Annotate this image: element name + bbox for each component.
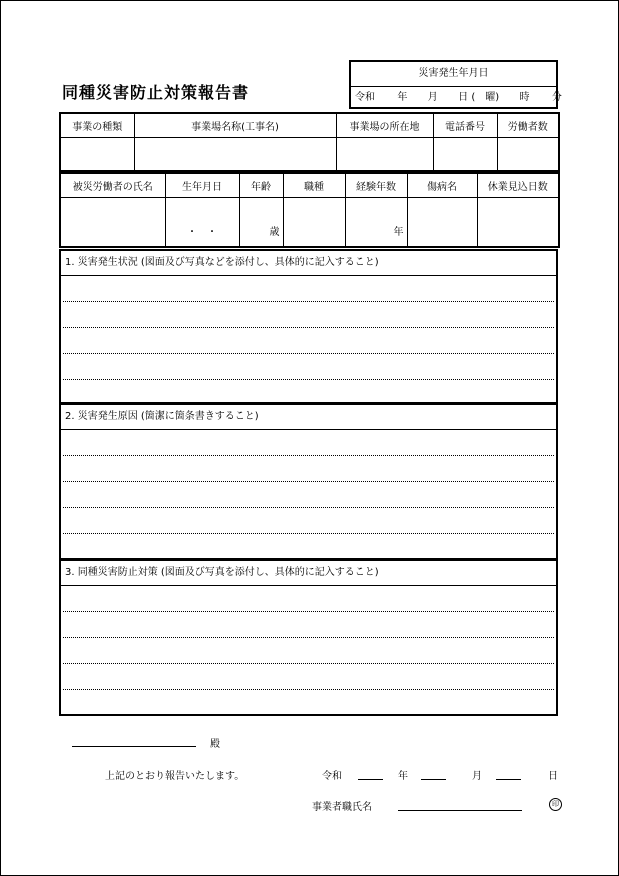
header-birth-date: 生年月日 xyxy=(165,173,239,197)
writing-line xyxy=(63,481,554,482)
accident-date-box xyxy=(349,60,562,109)
writing-line xyxy=(63,663,554,664)
footer-year-line[interactable] xyxy=(358,779,383,780)
header-victim-name: 被災労働者の氏名 xyxy=(60,173,165,197)
writing-line xyxy=(63,301,554,302)
writing-line xyxy=(63,327,554,328)
cell-occupation[interactable] xyxy=(283,197,345,247)
writing-line xyxy=(63,611,554,612)
addressee-line[interactable] xyxy=(72,746,196,747)
date-weekday-label: ( 曜) xyxy=(471,92,500,103)
cell-workplace-name[interactable] xyxy=(134,137,336,171)
footer-day-label: 日 xyxy=(548,771,558,782)
age-unit: 歳 xyxy=(269,227,280,238)
section-2-heading: 2. 災害発生原因 (箇潔に箇条書きすること) xyxy=(61,405,556,430)
header-injury-name: 傷病名 xyxy=(407,173,477,197)
document-title: 同種災害防止対策報告書 xyxy=(62,83,250,102)
addressee-suffix: 殿 xyxy=(210,739,220,750)
experience-unit: 年 xyxy=(393,227,404,238)
section-prevention-measures[interactable] xyxy=(59,559,558,716)
writing-line xyxy=(63,353,554,354)
footer-day-line[interactable] xyxy=(496,779,521,780)
writing-line xyxy=(63,379,554,380)
header-occupation: 職種 xyxy=(283,173,345,197)
section-accident-situation[interactable] xyxy=(59,249,558,404)
date-era: 令和 xyxy=(355,92,375,103)
date-year-label: 年 xyxy=(397,92,408,103)
cell-leave-days[interactable] xyxy=(477,197,559,247)
cell-experience[interactable] xyxy=(345,197,407,247)
seal-mark: 印 xyxy=(549,798,562,811)
section-accident-cause[interactable] xyxy=(59,403,558,560)
writing-line xyxy=(63,507,554,508)
cell-injury-name[interactable] xyxy=(407,197,477,247)
header-phone-number: 電話番号 xyxy=(433,113,497,137)
cell-workplace-address[interactable] xyxy=(336,137,433,171)
header-experience: 経験年数 xyxy=(345,173,407,197)
footer-year-label: 年 xyxy=(398,771,408,782)
cell-victim-name[interactable] xyxy=(60,197,165,247)
cell-birth-date[interactable] xyxy=(165,197,239,247)
cell-worker-count[interactable] xyxy=(497,137,559,171)
date-month-label: 月 xyxy=(427,92,438,103)
cell-phone-number[interactable] xyxy=(433,137,497,171)
header-workplace-address: 事業場の所在地 xyxy=(336,113,433,137)
footer-month-label: 月 xyxy=(472,771,482,782)
writing-line xyxy=(63,637,554,638)
cell-age[interactable] xyxy=(239,197,283,247)
date-hour-label: 時 xyxy=(519,92,530,103)
date-day-label: 日 xyxy=(458,92,469,103)
victim-info-table xyxy=(59,172,560,248)
header-business-type: 事業の種類 xyxy=(60,113,134,137)
header-workplace-name: 事業場名称(工事名) xyxy=(134,113,336,137)
footer-era: 令和 xyxy=(322,771,342,782)
header-age: 年齢 xyxy=(239,173,283,197)
birth-date-dots: ・ ・ xyxy=(187,227,217,238)
section-3-heading: 3. 同種災害防止対策 (図面及び写真を添付し、具体的に記入すること) xyxy=(61,561,556,586)
cell-business-type[interactable] xyxy=(60,137,134,171)
section-1-heading: 1. 災害発生状況 (図面及び写真などを添付し、具体的に記入すること) xyxy=(61,251,556,276)
writing-line xyxy=(63,455,554,456)
header-worker-count: 労働者数 xyxy=(497,113,559,137)
date-minute-label: 分 xyxy=(551,92,562,103)
business-info-table xyxy=(59,112,560,172)
accident-date-header: 災害発生年月日 xyxy=(351,62,556,87)
employer-name-line[interactable] xyxy=(398,810,522,811)
report-statement: 上記のとおり報告いたします。 xyxy=(105,771,245,782)
writing-line xyxy=(63,689,554,690)
employer-label: 事業者職氏名 xyxy=(312,802,372,813)
header-leave-days: 休業見込日数 xyxy=(477,173,559,197)
accident-date-row[interactable] xyxy=(351,87,562,109)
writing-line xyxy=(63,533,554,534)
footer-month-line[interactable] xyxy=(421,779,446,780)
